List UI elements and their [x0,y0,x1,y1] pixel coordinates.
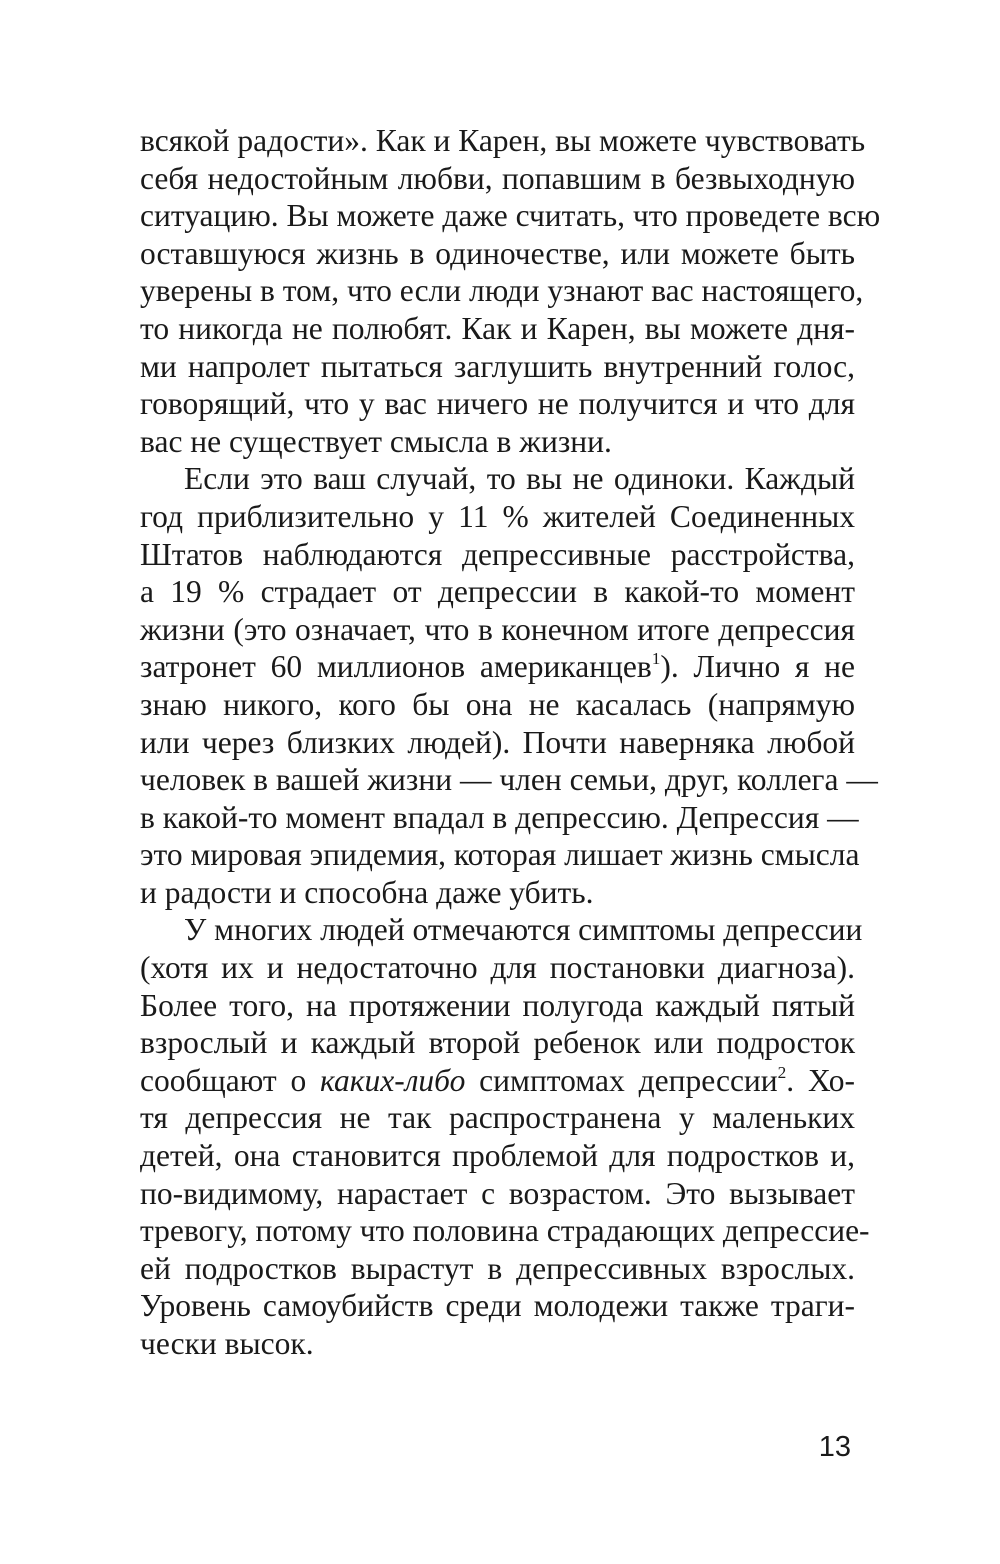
body-text [140,122,881,1363]
text-line: детей, она становится проблемой для подростков и, [140,1138,855,1174]
text-line: Уровень самоубийств среди молодежи также траги- [140,1288,855,1324]
text-segment: симптомах депрессии [465,1062,778,1098]
paragraph-3 [140,911,870,1362]
paragraph-1 [140,122,881,460]
text-line: или через близких людей). Почти наверняка любой [140,724,855,760]
text-line: Более того, на протяжении полугода каждый пятый [140,987,855,1023]
text-line: уверены в том, что если люди узнают вас настоящего, [140,273,864,309]
text-line: всякой радости». Как и Карен, вы можете чувствовать [140,123,866,158]
text-line: У многих людей отмечаются симптомы депрессии [184,912,863,948]
text-line: чески высок. [140,1326,314,1361]
text-line: Штатов наблюдаются депрессивные расстройства, [140,536,855,572]
italic-emphasis: каких-либо [320,1062,466,1098]
text-line: говорящий, что у вас ничего не получится и что для [140,386,855,422]
text-line: (хотя их и недостаточно для постановки диагноза). [140,950,855,986]
text-line: в какой-то момент впадал в депрессию. Депрессия — [140,799,859,835]
text-line: ми напролет пытаться заглушить внутренний голос, [140,348,855,384]
text-line: Если это ваш случай, то вы не одиноки. Каждый [184,461,855,497]
text-segment: затронет 60 миллионов американцев [140,649,652,685]
text-line: это мировая эпидемия, которая лишает жизнь смысла [140,837,860,873]
text-line: по-видимому, нарастает с возрастом. Это вызывает [140,1175,855,1211]
text-line: ей подростков вырастут в депрессивных взрослых. [140,1250,855,1286]
text-line: вас не существует смысла в жизни. [140,423,612,459]
text-line: оставшуюся жизнь в одиночестве, или можете быть [140,235,855,271]
text-line: знаю никого, кого бы она не касалась (напрямую [140,686,855,722]
footnote-ref-2: 2 [777,1062,787,1082]
text-segment: ). Лично я не [660,649,855,685]
text-line: человек в вашей жизни — член семьи, друг, коллега — [140,762,878,798]
text-line: тя депрессия не так распространена у маленьких [140,1100,855,1136]
page-number: 13 [818,1431,851,1463]
text-segment: сообщают о [140,1062,321,1098]
footnote-ref-1: 1 [651,649,661,669]
text-line: жизни (это означает, что в конечном итоге депрессия [140,611,855,647]
text-line: то никогда не полюбят. Как и Карен, вы можете дня- [140,310,855,346]
text-line: тревогу, потому что половина страдающих депрессие- [140,1213,870,1249]
text-line: себя недостойным любви, попавшим в безвыходную [140,160,855,196]
text-line: ситуацию. Вы можете даже считать, что проведете всю [140,198,881,234]
text-line [140,648,855,686]
text-line: а 19 % страдает от депрессии в какой-то момент [140,574,855,610]
text-line: и радости и способна даже убить. [140,874,594,910]
text-line: взрослый и каждый второй ребенок или подросток [140,1025,855,1061]
paragraph-2 [140,460,878,911]
text-segment: . Хо- [786,1062,855,1098]
text-line: год приблизительно у 11 % жителей Соединенных [140,498,855,534]
text-line [140,1062,855,1100]
